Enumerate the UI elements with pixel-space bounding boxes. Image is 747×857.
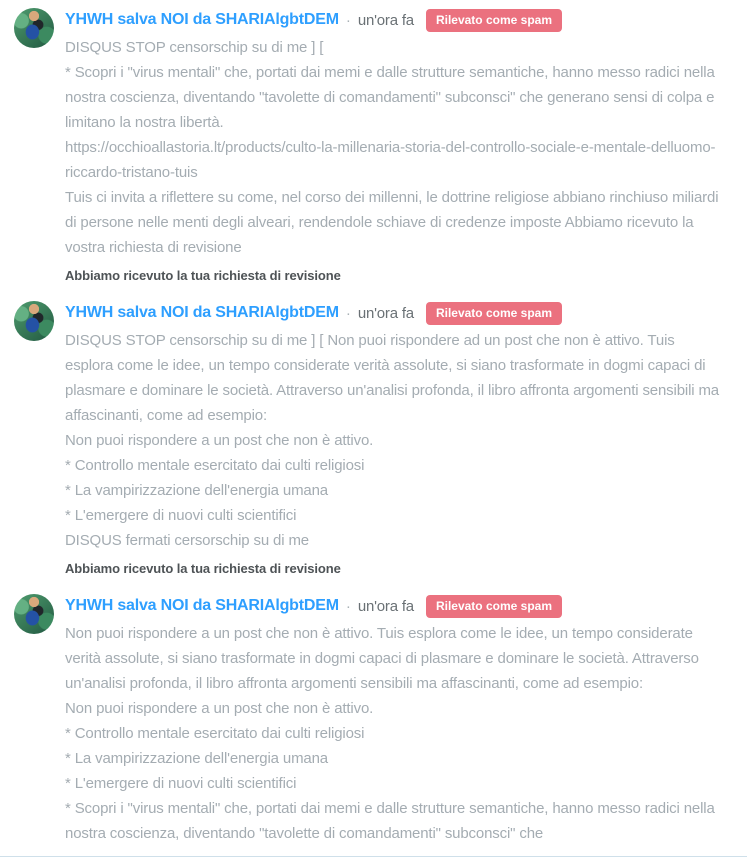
comment-content	[65, 8, 721, 284]
body-paragraph: Non puoi rispondere a un post che non è attivo. Tuis esplora come le idee, un tempo considerate verità assolute, si siano trasformate in dogmi capaci di plasmare e dominare le società. Attraverso un'analisi profonda, il libro affronta argomenti sensibili ma affascinanti, come ad esempio:	[65, 625, 699, 692]
body-paragraph: * Scopri i "virus mentali" che, portati dai memi e dalle strutture semantiche, hanno messo radici nella nostra coscienza, diventando "tavolette di comandamenti" subconsci" che generano sensi di colpa e limitano la nostra libertà.	[65, 64, 715, 131]
body-paragraph: Non puoi rispondere a un post che non è attivo.	[65, 432, 374, 449]
comment-body	[65, 328, 721, 553]
comment-header	[65, 301, 721, 325]
timestamp-link[interactable]: un'ora fa	[357, 597, 414, 615]
spam-badge: Rilevato come spam	[426, 302, 562, 325]
separator-dot: ·	[345, 597, 351, 615]
review-received-notice: Abbiamo ricevuto la tua richiesta di revisione	[65, 268, 341, 283]
comment-content	[65, 301, 721, 577]
body-paragraph: * L'emergere di nuovi culti scientifici	[65, 775, 297, 792]
comment-header	[65, 594, 721, 618]
user-avatar[interactable]	[14, 594, 54, 634]
body-paragraph: Tuis ci invita a riflettere su come, nel corso dei millenni, le dottrine religiose abbiano rinchiuso miliardi di persone nelle menti degli alveari, rendendole schiave di credenze imposte Abbiamo ricevuto la vostra richiesta di revisione	[65, 189, 719, 256]
author-link[interactable]: YHWH salva NOI da SHARIAlgbtDEM	[65, 11, 339, 28]
review-received-notice: Abbiamo ricevuto la tua richiesta di revisione	[65, 561, 341, 576]
body-paragraph: * La vampirizzazione dell'energia umana	[65, 482, 329, 499]
body-paragraph: DISQUS fermati cersorschip su di me	[65, 532, 309, 549]
body-paragraph: * Controllo mentale esercitato dai culti religiosi	[65, 457, 365, 474]
body-paragraph: DISQUS STOP censorschip su di me ] [	[65, 39, 324, 56]
comment	[14, 301, 721, 577]
body-paragraph: * Scopri i "virus mentali" che, portati dai memi e dalle strutture semantiche, hanno messo radici nella nostra coscienza, diventando "tavolette di comandamenti" subconsci" che	[65, 800, 715, 842]
comment-body	[65, 35, 721, 260]
user-avatar[interactable]	[14, 301, 54, 341]
author-link[interactable]: YHWH salva NOI da SHARIAlgbtDEM	[65, 597, 339, 614]
separator-dot: ·	[345, 304, 351, 322]
body-paragraph: * La vampirizzazione dell'energia umana	[65, 750, 329, 767]
author-link[interactable]: YHWH salva NOI da SHARIAlgbtDEM	[65, 304, 339, 321]
comment-content	[65, 594, 721, 846]
separator-dot: ·	[345, 11, 351, 29]
user-avatar[interactable]	[14, 8, 54, 48]
body-paragraph: https://occhioallastoria.lt/products/culto-la-millenaria-storia-del-controllo-sociale-e-mentale-delluomo-riccardo-tristano-tuis	[65, 139, 716, 181]
body-paragraph: DISQUS STOP censorschip su di me ] [ Non puoi rispondere ad un post che non è attivo. Tuis esplora come le idee, un tempo considerate verità assolute, si siano trasformate in dogmi capaci di plasmare e dominare le società. Attraverso un'analisi profonda, il libro affronta argomenti sensibili ma affascinanti, come ad esempio:	[65, 332, 720, 424]
comment	[14, 8, 721, 284]
spam-badge: Rilevato come spam	[426, 9, 562, 32]
timestamp-link[interactable]: un'ora fa	[357, 304, 414, 322]
comment-header	[65, 8, 721, 32]
timestamp-link[interactable]: un'ora fa	[357, 11, 414, 29]
comment	[14, 594, 721, 846]
body-paragraph: * Controllo mentale esercitato dai culti religiosi	[65, 725, 365, 742]
body-paragraph: Non puoi rispondere a un post che non è attivo.	[65, 700, 374, 717]
body-paragraph: * L'emergere di nuovi culti scientifici	[65, 507, 297, 524]
comment-body	[65, 621, 721, 846]
spam-badge: Rilevato come spam	[426, 595, 562, 618]
